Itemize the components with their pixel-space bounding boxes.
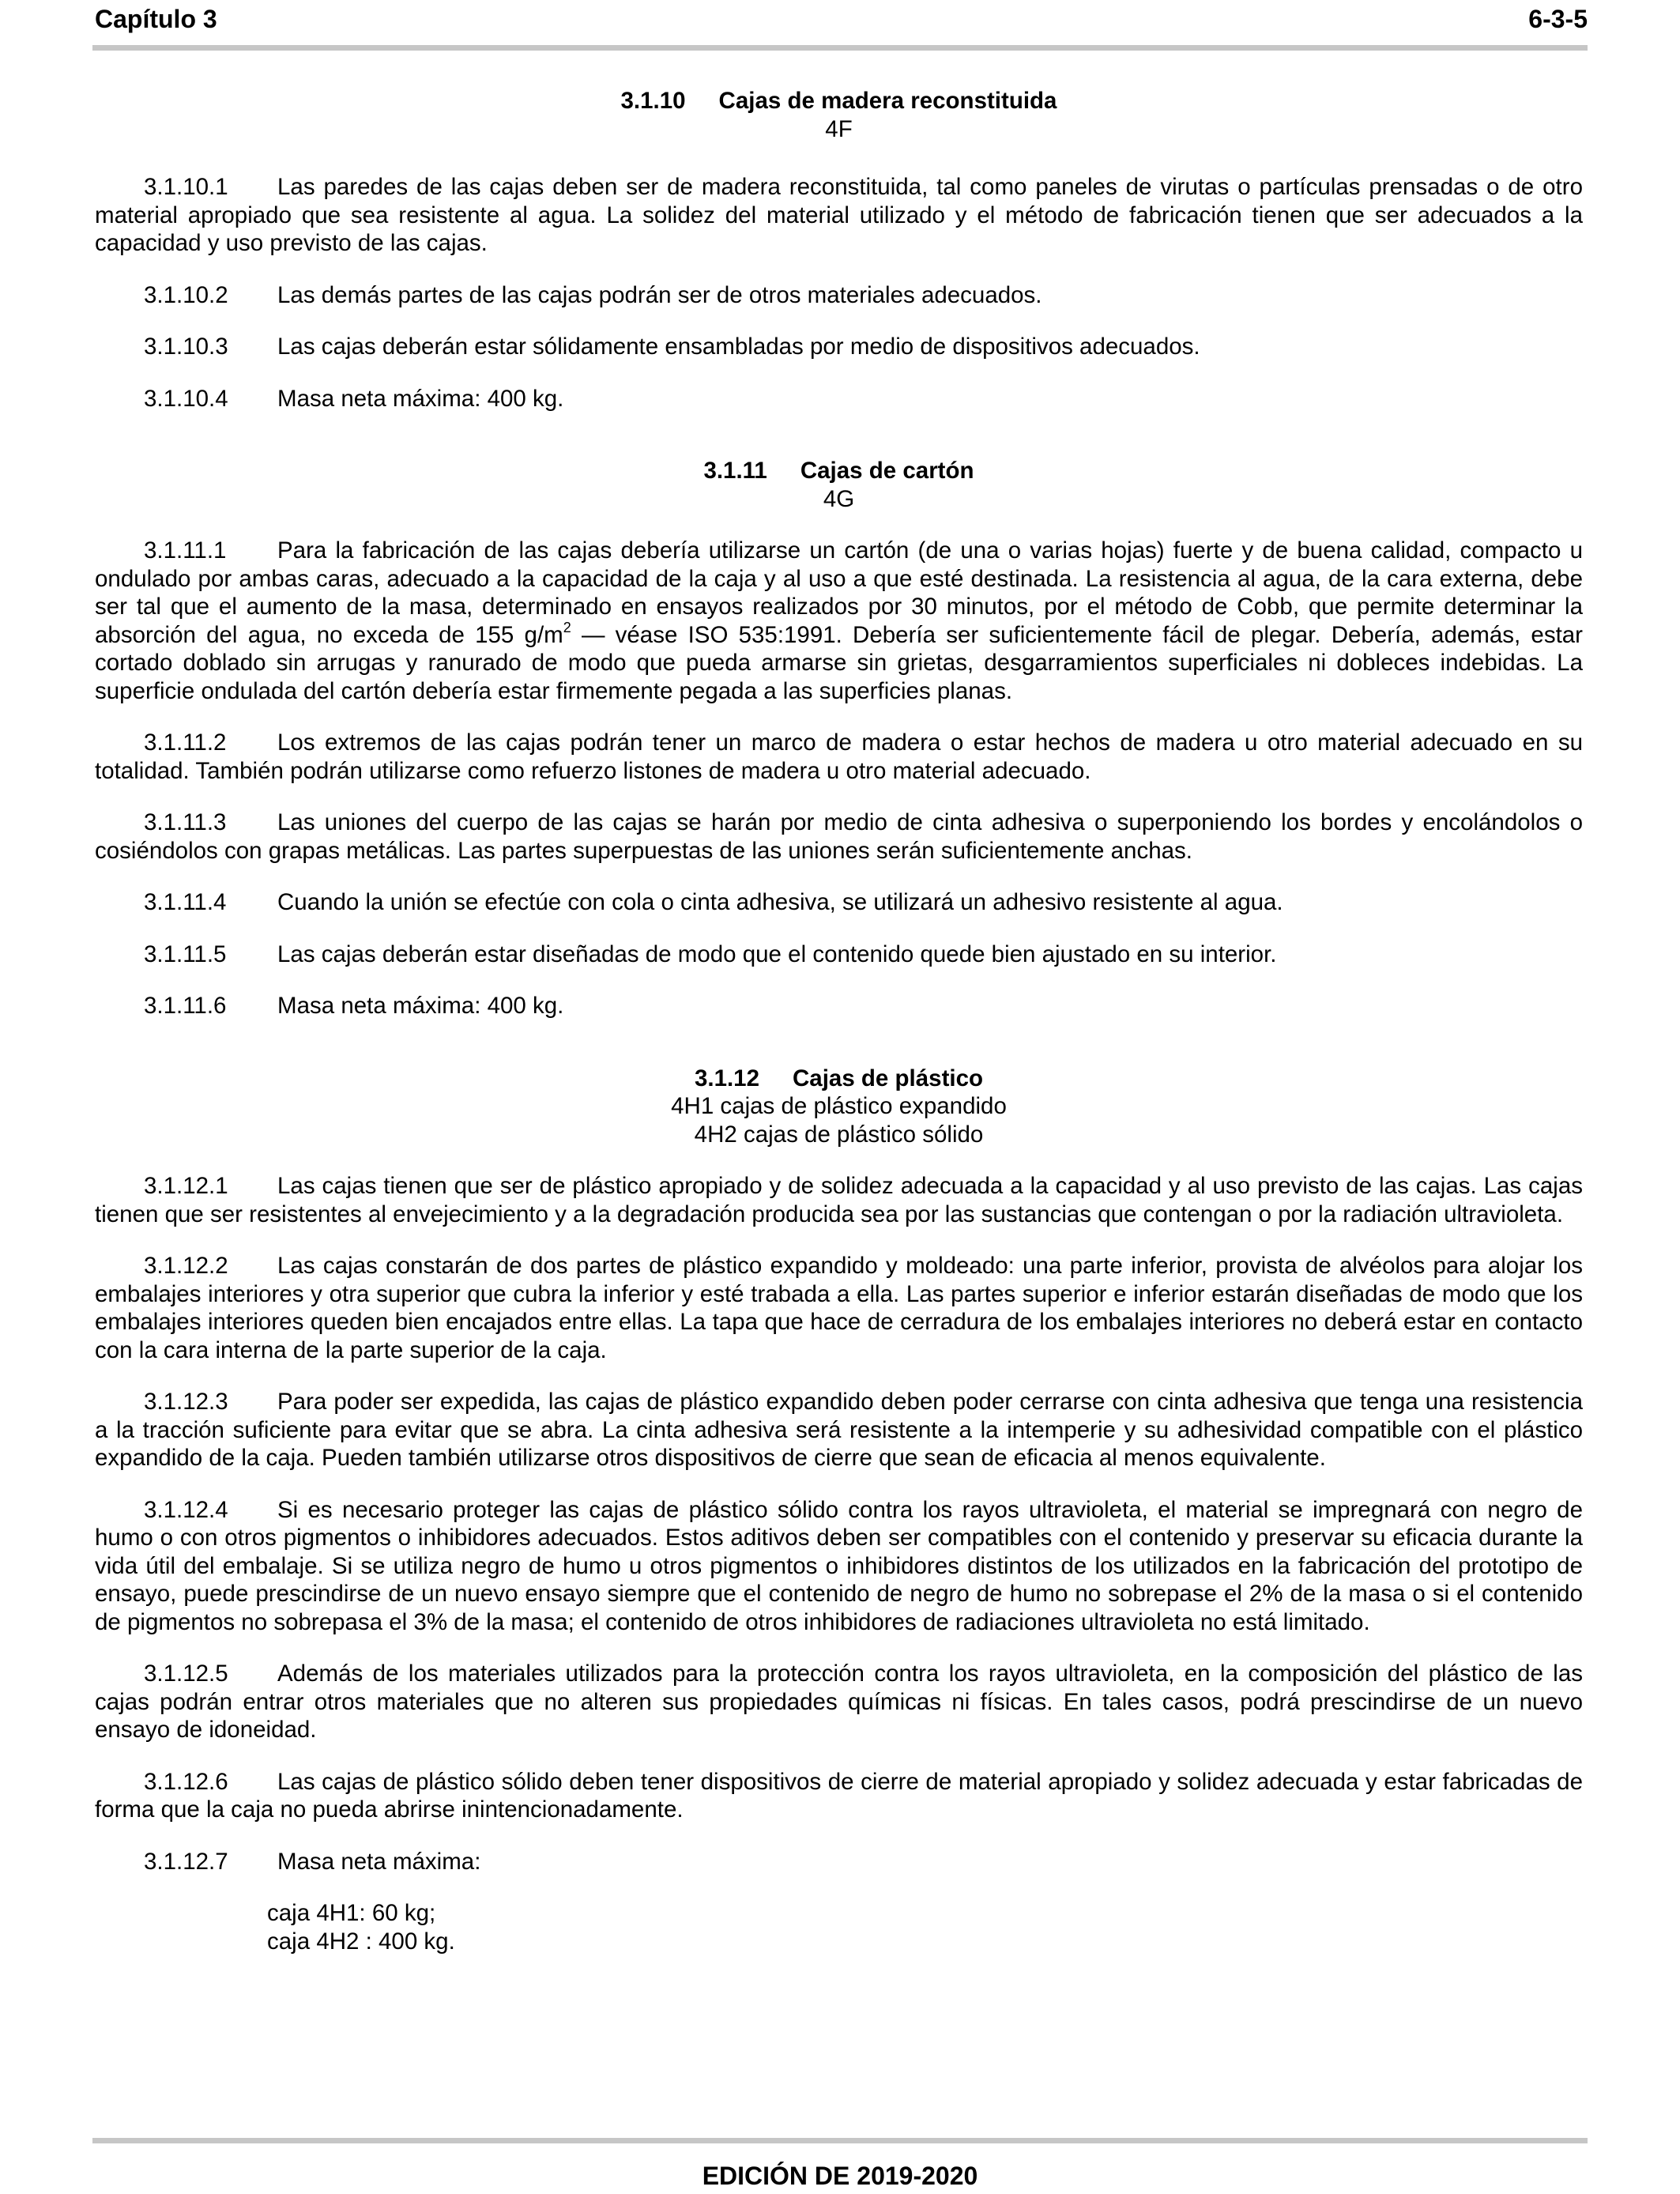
paragraph-text: Para la fabricación de las cajas debería utilizarse un cartón (de una o varias hojas) fuerte y de buena calidad, compacto u ondulado por ambas caras, adecuado a la capacidad de la caja y al uso a que esté destinada. La resistencia al agua, de la cara externa, debe ser tal que el aumento de la masa, determinado en ensayos realizados por 30 minutos, por el método de Cobb, que permite determinar la absorción del agua, no exceda de 155 g/m	[95, 537, 1583, 648]
paragraph-text: Las paredes de las cajas deben ser de madera reconstituida, tal como paneles de virutas o partículas prensadas o de otro material apropiado que sea resistente al agua. La solidez del material utilizado y el método de fabricación tienen que ser adecuados a la capacidad y uso previsto de las cajas.	[95, 174, 1583, 256]
paragraph-3-1-11-6	[95, 992, 1583, 1020]
paragraph-3-1-10-3	[95, 333, 1583, 361]
chapter-label: Capítulo 3	[95, 5, 217, 33]
paragraph-number: 3.1.12.5	[144, 1661, 228, 1687]
paragraph-text: Masa neta máxima:	[277, 1848, 481, 1875]
paragraph-number: 3.1.11.1	[144, 537, 227, 564]
paragraph-3-1-12-5	[95, 1660, 1583, 1744]
paragraph-number: 3.1.11.6	[144, 993, 227, 1019]
paragraph-3-1-11-3	[95, 809, 1583, 865]
paragraph-number: 3.1.10.2	[144, 281, 228, 308]
paragraph-text: Los extremos de las cajas podrán tener un marco de madera o estar hechos de madera u otro material adecuado en su totalidad. También podrán utilizarse como refuerzo listones de madera u otro material adecuado.	[95, 729, 1583, 784]
paragraph-number: 3.1.10.3	[144, 334, 228, 360]
paragraph-number: 3.1.12.1	[144, 1173, 228, 1199]
paragraph-3-1-10-2	[95, 281, 1583, 310]
section-title: Cajas de madera reconstituida	[718, 88, 1057, 114]
paragraph-3-1-12-6	[95, 1768, 1583, 1824]
paragraph-text: Si es necesario proteger las cajas de plástico sólido contra los rayos ultravioleta, el material se impregnará con negro de humo o con otros pigmentos o inhibidores adecuados. Estos aditivos deben ser compatibles con el contenido y preservar su eficacia durante la vida útil del embalaje. Si se utiliza negro de humo u otros pigmentos o inhibidores distintos de los utilizados en la fabricación del prototipo de ensayo, puede prescindirse de un nuevo ensayo siempre que el contenido de negro de humo no sobrepase el 2% de la masa o si el contenido de pigmentos no sobrepasa el 3% de la masa; el contenido de otros inhibidores de radiaciones ultravioleta no está limitado.	[95, 1496, 1583, 1635]
paragraph-text: Masa neta máxima: 400 kg.	[277, 993, 564, 1019]
paragraph-number: 3.1.12.4	[144, 1496, 228, 1523]
section-code: 4G	[823, 485, 855, 512]
paragraph-3-1-12-2	[95, 1252, 1583, 1364]
paragraph-number: 3.1.10.4	[144, 385, 228, 412]
footer-rule	[92, 2138, 1588, 2143]
section-heading-3-1-11	[95, 457, 1583, 485]
paragraph-text: Cuando la unión se efectúe con cola o cinta adhesiva, se utilizará un adhesivo resistente al agua.	[277, 889, 1283, 915]
paragraph-3-1-11-2	[95, 729, 1583, 785]
paragraph-text: Las cajas deberán estar diseñadas de modo que el contenido quede bien ajustado en su interior.	[277, 941, 1277, 967]
paragraph-text: Para poder ser expedida, las cajas de plástico expandido deben poder cerrarse con cinta adhesiva que tenga una resistencia a la tracción suficiente para evitar que se abra. La cinta adhesiva será resistente a la intemperie y su adhesividad compatible con el plástico expandido de la caja. Pueden también utilizarse otros dispositivos de cierre que sean de eficacia al menos equivalente.	[95, 1389, 1583, 1471]
paragraph-number: 3.1.12.3	[144, 1389, 228, 1415]
edition-footer: EDICIÓN DE 2019-2020	[702, 2162, 978, 2190]
paragraph-number: 3.1.11.3	[144, 809, 227, 835]
section-title: Cajas de cartón	[800, 458, 974, 484]
paragraph-number: 3.1.12.6	[144, 1768, 228, 1795]
paragraph-3-1-11-5	[95, 941, 1583, 969]
section-number: 3.1.12	[694, 1065, 759, 1091]
section-heading-3-1-10	[95, 87, 1583, 115]
paragraph-number: 3.1.11.4	[144, 889, 227, 915]
section-title: Cajas de plástico	[793, 1065, 984, 1091]
page-number: 6-3-5	[1528, 5, 1588, 33]
document-body	[95, 87, 1583, 1955]
paragraph-text: Además de los materiales utilizados para la protección contra los rayos ultravioleta, en la composición del plástico de las cajas podrán entrar otros materiales que no alteren sus propiedades químicas ni físicas. En tales casos, podrá prescindirse de un nuevo ensayo de idoneidad.	[95, 1661, 1583, 1743]
section-number: 3.1.10	[620, 88, 686, 114]
section-code-4h2: 4H2 cajas de plástico sólido	[694, 1121, 984, 1148]
paragraph-number: 3.1.12.2	[144, 1253, 228, 1279]
paragraph-3-1-11-1	[95, 537, 1583, 705]
superscript: 2	[563, 619, 571, 635]
paragraph-text: Las demás partes de las cajas podrán ser de otros materiales adecuados.	[277, 281, 1042, 308]
paragraph-text: Las cajas de plástico sólido deben tener dispositivos de cierre de material apropiado y solidez adecuada y estar fabricadas de forma que la caja no pueda abrirse inintencionadamente.	[95, 1768, 1583, 1823]
paragraph-3-1-10-1	[95, 173, 1583, 258]
paragraph-3-1-10-4	[95, 385, 1583, 413]
paragraph-text: Las cajas tienen que ser de plástico apropiado y de solidez adecuada a la capacidad y al uso previsto de las cajas. Las cajas tienen que ser resistentes al envejecimiento y a la degradación producida sea por las sustancias que contengan o por la radiación ultravioleta.	[95, 1173, 1583, 1227]
paragraph-text: Las cajas constarán de dos partes de plástico expandido y moldeado: una parte inferior, provista de alvéolos para alojar los embalajes interiores y otra superior que cubra la inferior y esté trabada a ella. Las partes superior e inferior estarán diseñadas de modo que los embalajes interiores queden bien encajados entre ellas. La tapa que hace de cerradura de los embalajes interiores no deberá estar en contacto con la cara interna de la parte superior de la caja.	[95, 1253, 1583, 1363]
section-code: 4F	[825, 115, 853, 142]
section-code-4h1: 4H1 cajas de plástico expandido	[671, 1093, 1007, 1119]
paragraph-3-1-12-1	[95, 1172, 1583, 1228]
mass-item-4h1: caja 4H1: 60 kg;	[267, 1900, 436, 1926]
paragraph-3-1-12-7	[95, 1848, 1583, 1876]
paragraph-3-1-11-4	[95, 888, 1583, 917]
paragraph-3-1-12-3	[95, 1388, 1583, 1472]
paragraph-number: 3.1.11.2	[144, 729, 227, 756]
header-rule	[92, 45, 1588, 51]
paragraph-number: 3.1.11.5	[144, 941, 227, 967]
mass-item-4h2: caja 4H2 : 400 kg.	[267, 1928, 455, 1955]
paragraph-number: 3.1.12.7	[144, 1848, 228, 1875]
paragraph-number: 3.1.10.1	[144, 174, 228, 200]
section-heading-3-1-12	[95, 1065, 1583, 1093]
paragraph-text: Las cajas deberán estar sólidamente ensambladas por medio de dispositivos adecuados.	[277, 334, 1200, 360]
section-number: 3.1.11	[703, 458, 767, 484]
paragraph-text: Las uniones del cuerpo de las cajas se harán por medio de cinta adhesiva o superponiendo los bordes y encolándolos o cosiéndolos con grapas metálicas. Las partes superpuestas de las uniones serán suficientemente anchas.	[95, 809, 1583, 864]
paragraph-3-1-12-4	[95, 1496, 1583, 1637]
paragraph-text-continued: — véase ISO 535:1991. Debería ser suficientemente fácil de plegar. Debería, además, estar cortado doblado sin arrugas y ranurado de modo que pueda armarse sin grietas, desgarramientos superficiales ni dobleces indebidas. La superficie ondulada del cartón debería estar firmemente pegada a las superficies planas.	[95, 621, 1583, 704]
paragraph-text: Masa neta máxima: 400 kg.	[277, 385, 564, 412]
